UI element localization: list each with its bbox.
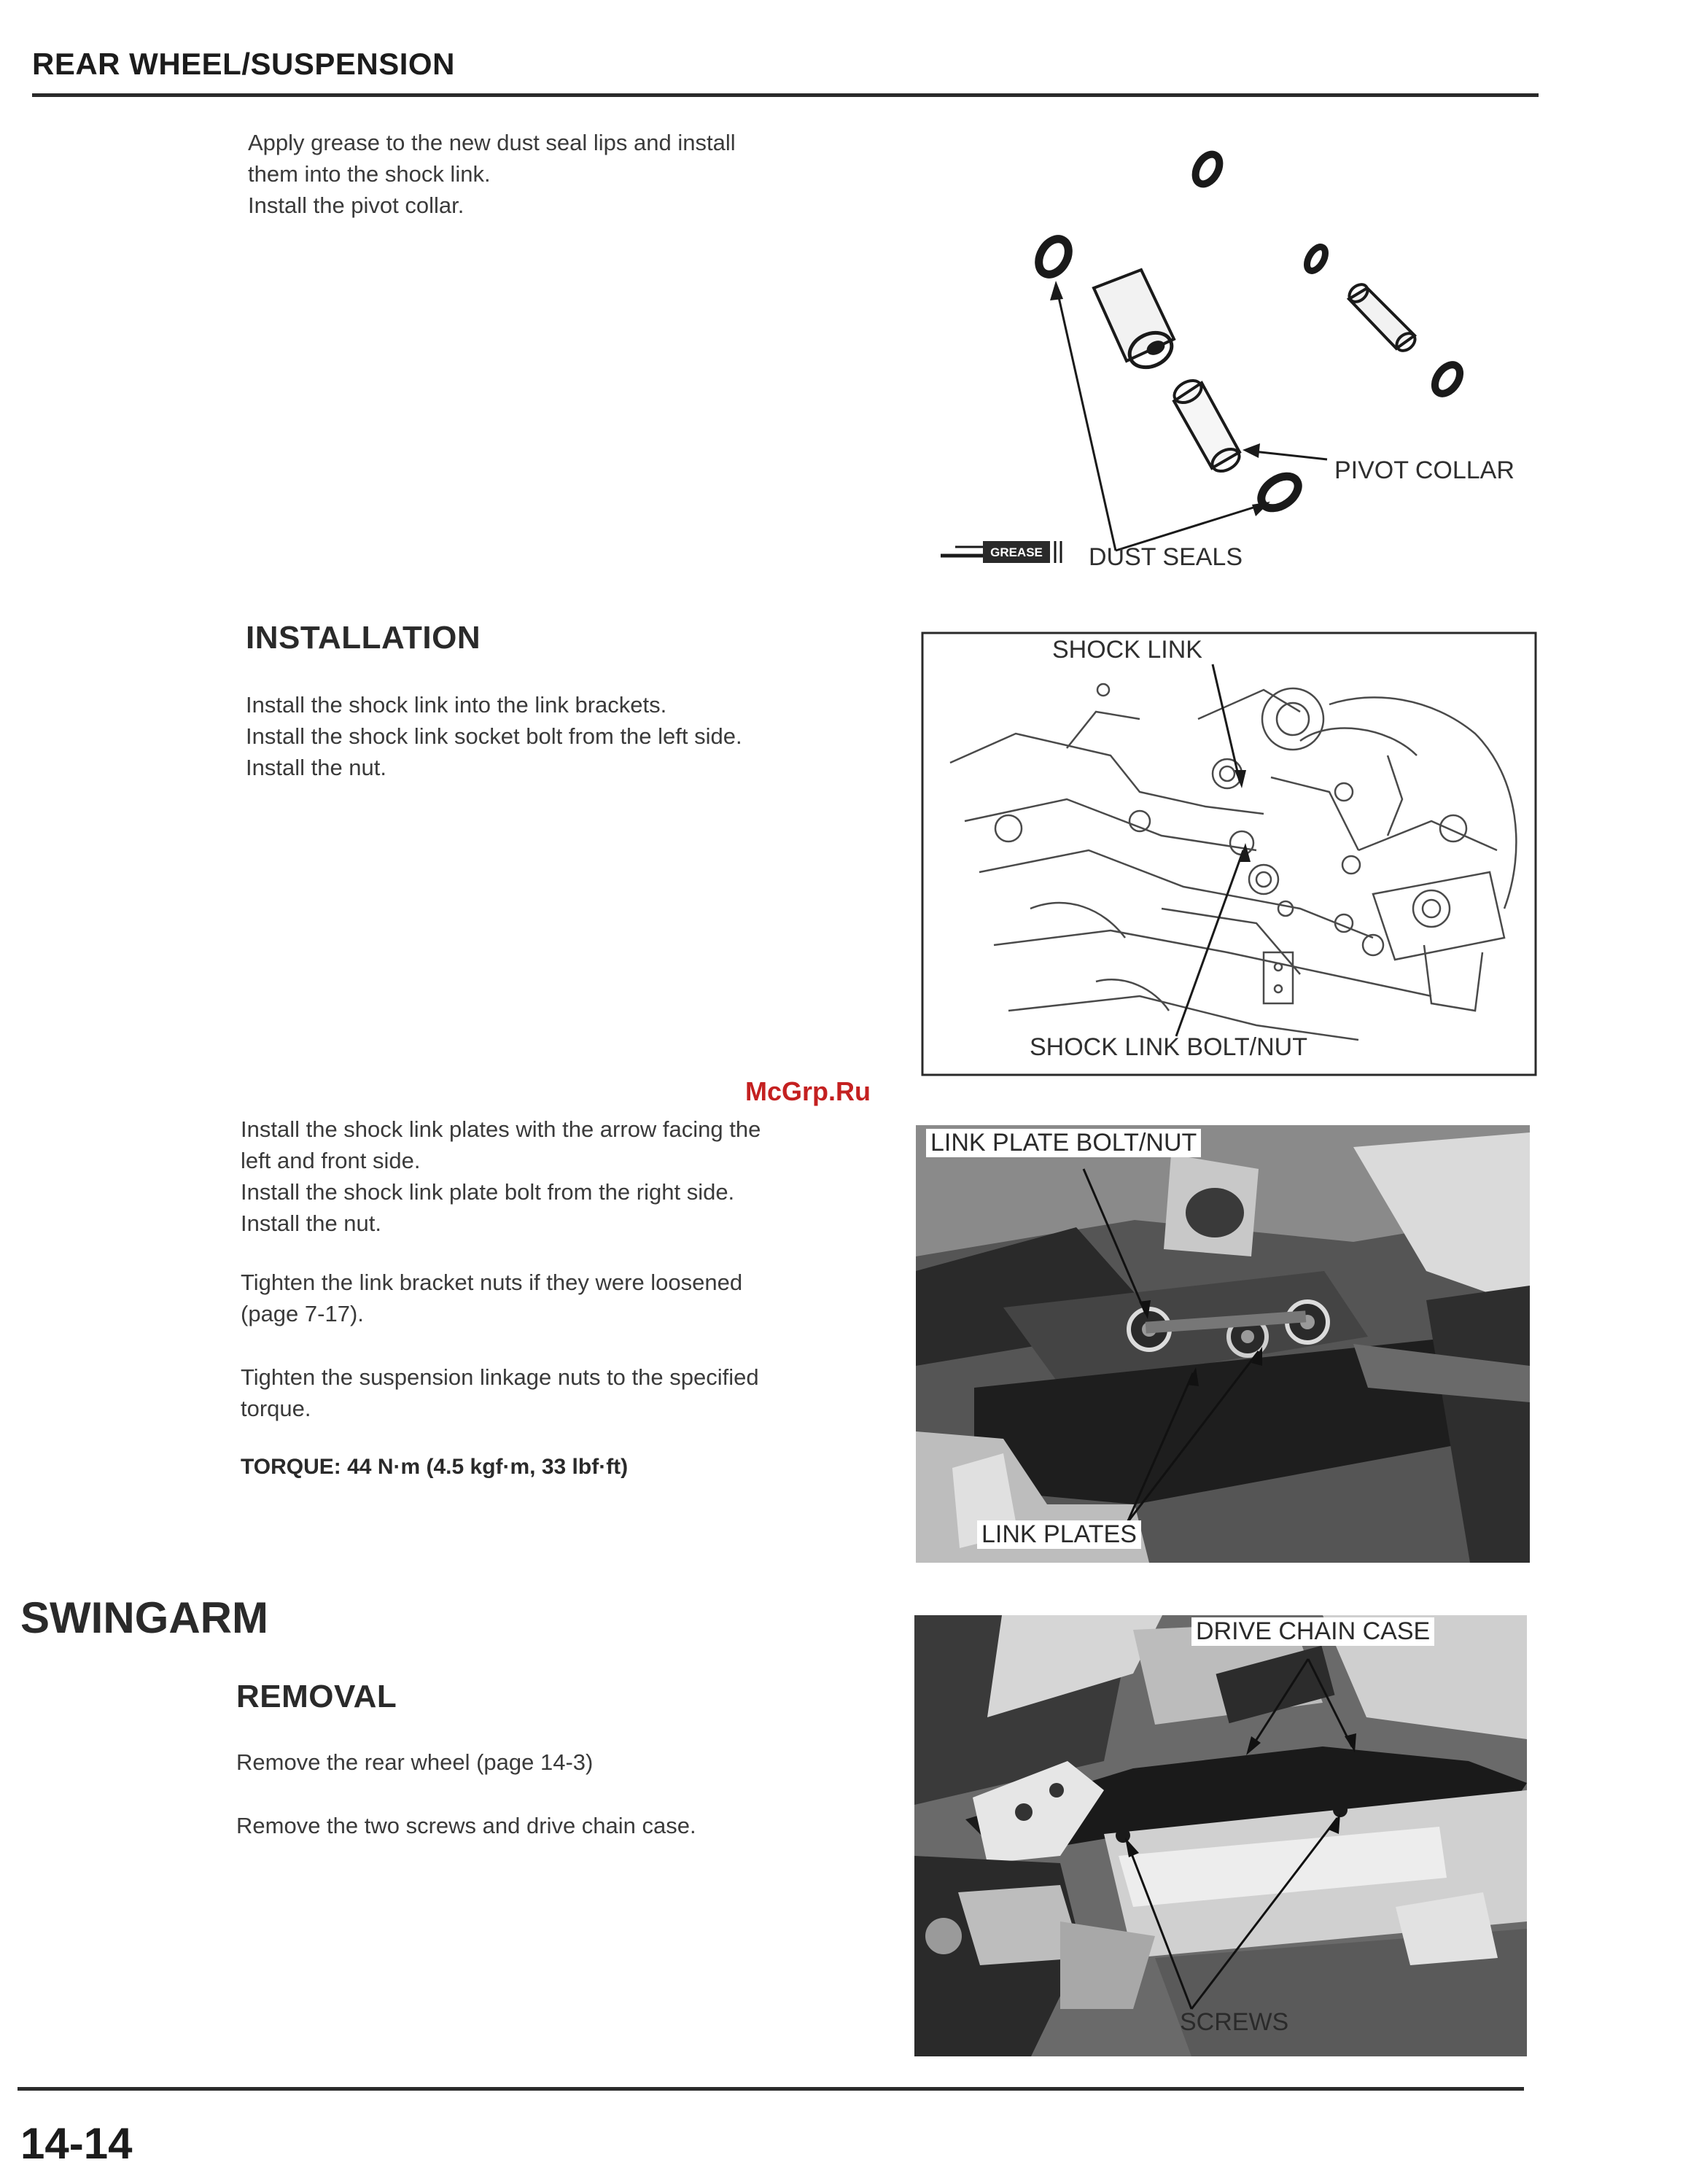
pivot-collar-label: PIVOT COLLAR	[1334, 456, 1514, 484]
shock-link-drawing	[921, 632, 1537, 1076]
header-rule	[32, 93, 1539, 97]
intro-text: Apply grease to the new dust seal lips and install them into the shock link. Install the pivot collar.	[248, 130, 736, 218]
section-title: REAR WHEEL/SUSPENSION	[32, 47, 455, 81]
drive-chain-case-label: DRIVE CHAIN CASE	[1191, 1617, 1434, 1646]
remove-wheel-text: Remove the rear wheel (page 14-3)	[236, 1749, 594, 1775]
grease-tag: GREASE	[990, 545, 1043, 559]
link-plates-label: LINK PLATES	[977, 1520, 1141, 1549]
screws-label: SCREWS	[1180, 2008, 1289, 2036]
dust-seal-diagram	[926, 131, 1553, 583]
shock-link-label: SHOCK LINK	[1052, 636, 1202, 664]
link-plate-bolt-label: LINK PLATE BOLT/NUT	[926, 1129, 1201, 1157]
installation-text: Install the shock link into the link brackets. Install the shock link socket bolt from the left side. Install the nut.	[246, 692, 742, 780]
shock-link-bolt-label: SHOCK LINK BOLT/NUT	[1030, 1033, 1307, 1061]
torque-spec: TORQUE: 44 N·m (4.5 kgf·m, 33 lbf·ft)	[241, 1455, 629, 1479]
page-number: 14-14	[20, 2119, 133, 2168]
swingarm-heading: SWINGARM	[20, 1593, 268, 1642]
removal-heading: REMOVAL	[236, 1679, 397, 1714]
link-plates-photo	[916, 1125, 1530, 1563]
installation-heading: INSTALLATION	[246, 620, 481, 656]
drive-chain-case-photo	[914, 1615, 1527, 2056]
watermark: McGrp.Ru	[745, 1076, 871, 1106]
remove-screws-text: Remove the two screws and drive chain case.	[236, 1813, 696, 1838]
link-plates-text: Install the shock link plates with the arrow facing the left and front side. Install the shock link plate bolt from the right side. Install the nut.	[241, 1116, 761, 1236]
tighten-linkage-text: Tighten the suspension linkage nuts to the specified torque.	[241, 1364, 759, 1421]
footer-rule	[18, 2087, 1524, 2091]
tighten-bracket-text: Tighten the link bracket nuts if they were loosened (page 7-17).	[241, 1270, 743, 1326]
dust-seals-label: DUST SEALS	[1089, 543, 1243, 571]
